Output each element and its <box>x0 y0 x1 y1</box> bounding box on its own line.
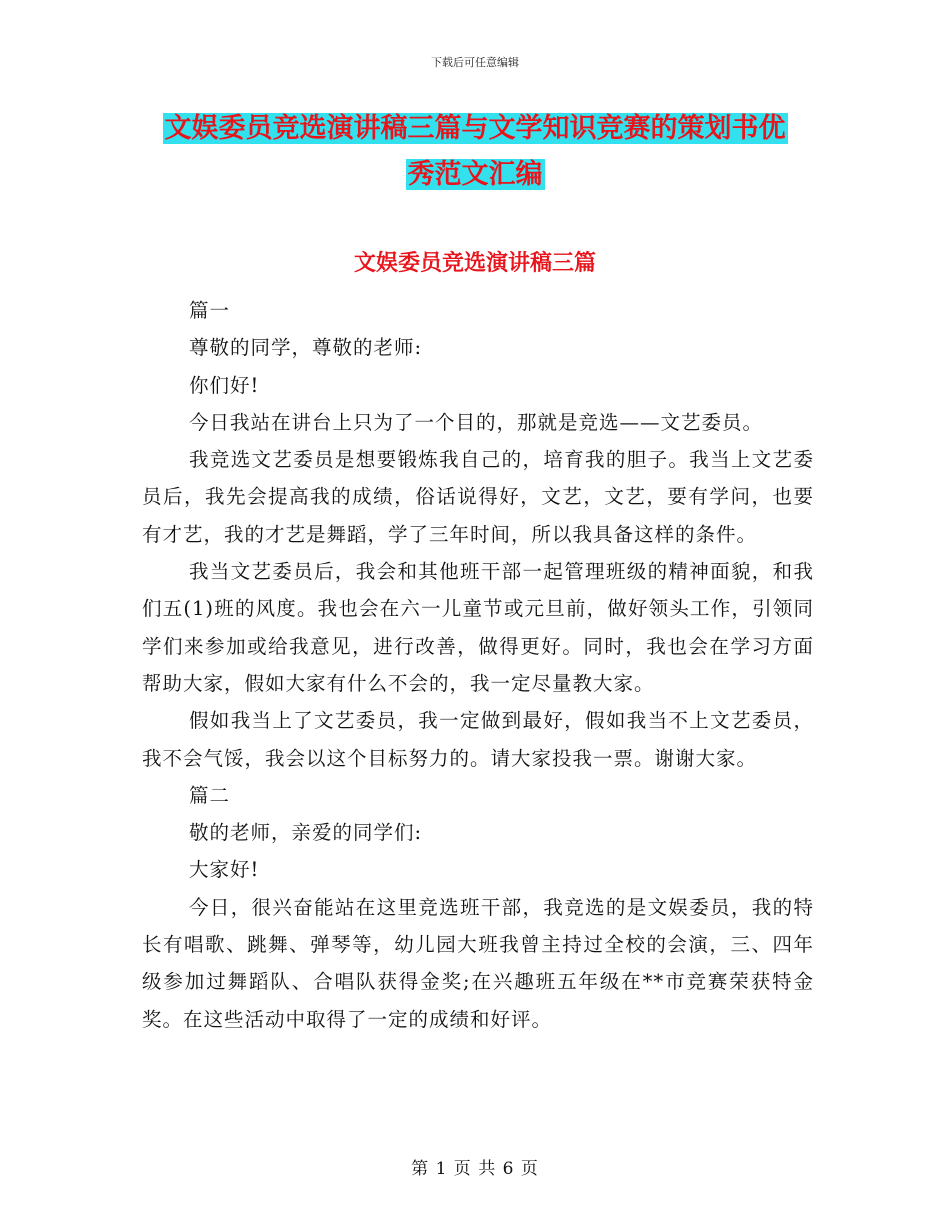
paragraph: 我当文艺委员后，我会和其他班干部一起管理班级的精神面貌，和我们五(1)班的风度。我也会在六一儿童节或元旦前，做好领头工作，引领同学们来参加或给我意见，进行改善，做得更好。同时，我也会在学习方面帮助大家，假如大家有什么不会的，我一定尽量教大家。 <box>142 560 814 695</box>
paragraph: 篇一 <box>189 299 231 322</box>
document-body <box>142 292 814 1038</box>
paragraph: 今日我站在讲台上只为了一个目的，那就是竞选——文艺委员。 <box>189 410 764 434</box>
paragraph: 假如我当上了文艺委员，我一定做到最好，假如我当不上文艺委员，我不会气馁，我会以这个目标努力的。请大家投我一票。谢谢大家。 <box>142 709 814 770</box>
document-title <box>140 106 810 198</box>
paragraph: 你们好! <box>189 373 260 397</box>
page-header-note: 下载后可任意编辑 <box>431 56 519 69</box>
paragraph: 我竞选文艺委员是想要锻炼我自己的，培育我的胆子。我当上文艺委员后，我先会提高我的成绩，俗话说得好，文艺，文艺，要有学问，也要有才艺，我的才艺是舞蹈，学了三年时间，所以我具备这样的条件。 <box>142 448 814 546</box>
paragraph: 篇二 <box>189 783 231 807</box>
paragraph: 敬的老师，亲爱的同学们: <box>189 821 423 845</box>
page-number: 第 1 页 共 6 页 <box>411 1159 539 1179</box>
paragraph: 今日，很兴奋能站在这里竞选班干部，我竞选的是文娱委员，我的特长有唱歌、跳舞、弹琴等，幼儿园大班我曾主持过全校的会演，三、四年级参加过舞蹈队、合唱队获得金奖;在兴趣班五年级在**市竞赛荣获特金奖。在这些活动中取得了一定的成绩和好评。 <box>142 895 814 1031</box>
document-title-line-2: 秀范文汇编 <box>407 159 543 190</box>
paragraph: 大家好! <box>189 858 260 882</box>
document-title-line-1: 文娱委员竞选演讲稿三篇与文学知识竞赛的策划书优 <box>164 113 786 144</box>
paragraph: 尊敬的同学，尊敬的老师: <box>189 336 423 360</box>
section-title: 文娱委员竞选演讲稿三篇 <box>353 251 596 276</box>
